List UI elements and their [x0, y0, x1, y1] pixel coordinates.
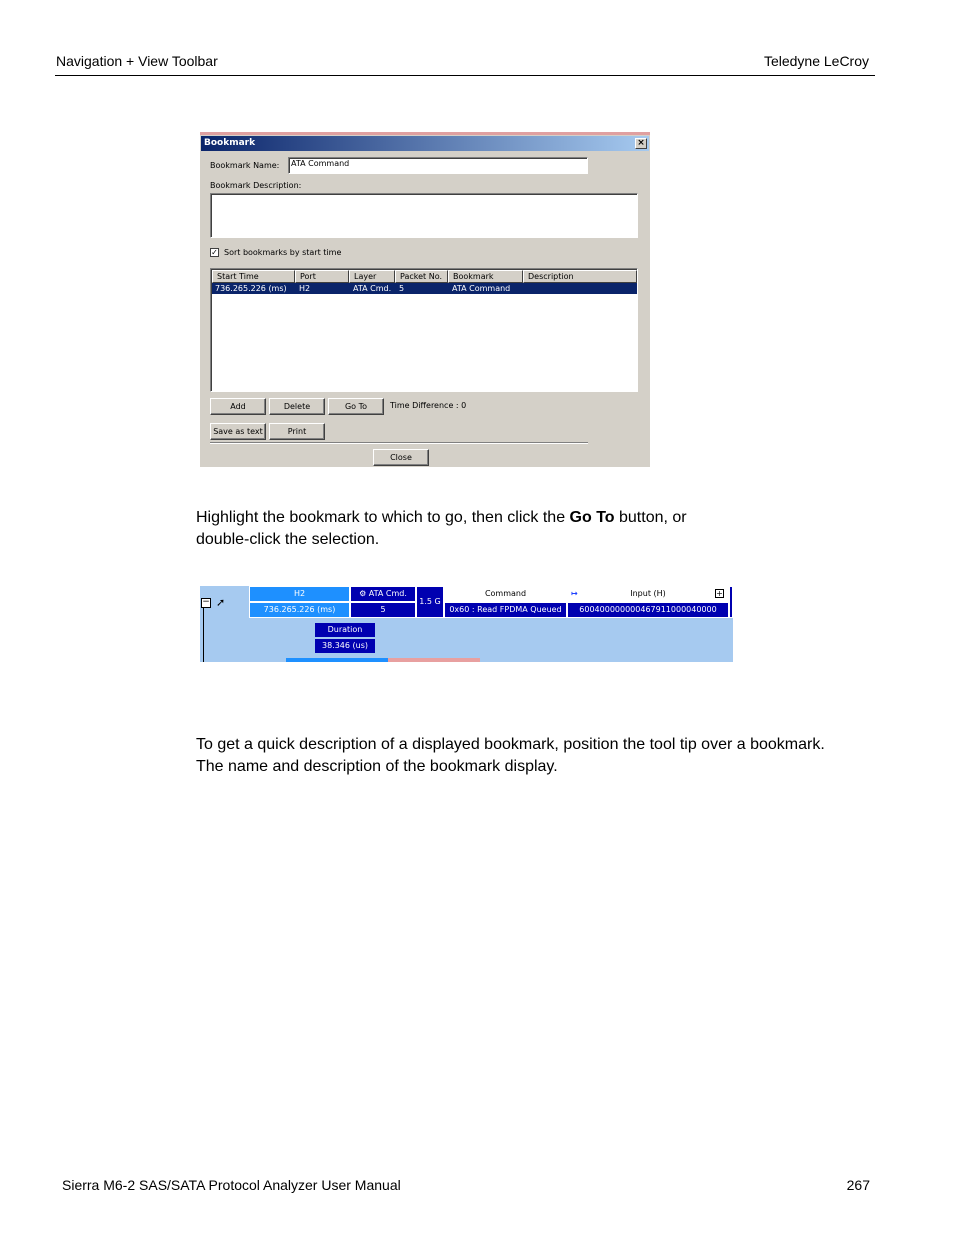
strip-red [388, 658, 480, 662]
command-header[interactable]: Command [444, 586, 567, 602]
instruction-text-line2: double-click the selection. [196, 531, 380, 548]
command-value[interactable]: 0x60 : Read FPDMA Queued [444, 602, 567, 618]
goto-button[interactable]: Go To [328, 398, 384, 415]
time-stamp[interactable]: 736.265.226 (ms) [249, 602, 350, 618]
sort-checkbox[interactable]: ✓ [211, 248, 218, 257]
add-button[interactable]: Add [210, 398, 266, 415]
close-button[interactable]: Close [373, 449, 429, 466]
list-item[interactable] [212, 283, 638, 294]
sort-checkbox-label: Sort bookmarks by start time [224, 248, 342, 257]
bookmark-dialog [200, 132, 650, 467]
arrow-icon: ↦ [571, 589, 578, 598]
strip-blue [286, 658, 388, 662]
instruction-text-end: button, or [614, 509, 687, 526]
tooltip-text-line2: The name and description of the bookmark display. [196, 758, 558, 775]
bookmark-description-input[interactable] [210, 193, 638, 238]
expand-icon[interactable]: + [716, 589, 723, 598]
delete-button[interactable]: Delete [269, 398, 325, 415]
dialog-separator [210, 442, 588, 444]
column-port[interactable]: Port [295, 270, 349, 283]
input-header[interactable] [567, 586, 729, 602]
print-button[interactable]: Print [269, 423, 325, 440]
bookmark-arrow-icon: ➚ [216, 596, 226, 609]
dialog-title: Bookmark [204, 138, 256, 148]
port-header[interactable]: H2 [249, 586, 350, 602]
dialog-top-edge [200, 132, 650, 135]
page-footer [62, 1177, 870, 1193]
cell-packet-no: 5 [399, 284, 405, 293]
column-packet-no[interactable]: Packet No. [395, 270, 448, 283]
header-company: Teledyne LeCroy [763, 53, 869, 69]
input-header-label: Input (H) [630, 589, 666, 598]
layer-gear-icon: ⚙ [359, 589, 369, 598]
trace-row-gutter [200, 586, 248, 662]
cell-bookmark: ATA Command [452, 284, 511, 293]
bookmark-list[interactable] [210, 268, 638, 392]
collapse-icon[interactable]: − [202, 597, 210, 607]
header-section-title: Navigation + View Toolbar [56, 53, 218, 69]
trace-view-strip [200, 586, 733, 662]
time-difference-label: Time Difference : 0 [390, 401, 467, 410]
cell-start-time: 736.265.226 (ms) [215, 284, 287, 293]
instruction-text-start: Highlight the bookmark to which to go, then click the [196, 509, 570, 526]
page-number: 267 [846, 1177, 870, 1193]
column-description[interactable]: Description [523, 270, 637, 283]
tooltip-paragraph [196, 734, 825, 778]
page-header [55, 52, 875, 76]
column-bookmark[interactable]: Bookmark [448, 270, 523, 283]
column-start-time[interactable]: Start Time [212, 270, 295, 283]
tree-line [203, 600, 204, 662]
bookmark-list-header [212, 270, 638, 283]
packet-number[interactable]: 5 [350, 602, 416, 618]
layer-label: ATA Cmd. [368, 589, 407, 598]
bookmark-description-label: Bookmark Description: [210, 181, 302, 190]
save-as-text-button[interactable]: Save as text [210, 423, 266, 440]
bookmark-name-input[interactable]: ATA Command [288, 157, 588, 174]
footer-manual-title: Sierra M6-2 SAS/SATA Protocol Analyzer User Manual [62, 1177, 401, 1193]
dialog-titlebar [201, 136, 649, 151]
link-speed[interactable]: 1.5 G [416, 586, 444, 618]
instruction-paragraph [196, 507, 687, 551]
instruction-goto-bold: Go To [569, 509, 615, 526]
input-value[interactable]: 600400000000467911000040000 [567, 602, 729, 618]
cell-layer: ATA Cmd. [353, 284, 392, 293]
close-icon[interactable]: × [635, 138, 647, 149]
bookmark-name-label: Bookmark Name: [210, 161, 280, 170]
layer-header[interactable] [350, 586, 416, 602]
cell-port: H2 [299, 284, 311, 293]
tooltip-text-line1: To get a quick description of a displayed bookmark, position the tool tip over a bookmark. [196, 736, 825, 753]
next-cell-edge [729, 586, 733, 618]
duration-value[interactable]: 38.346 (us) [314, 638, 376, 654]
duration-header[interactable]: Duration [314, 622, 376, 638]
column-layer[interactable]: Layer [349, 270, 395, 283]
